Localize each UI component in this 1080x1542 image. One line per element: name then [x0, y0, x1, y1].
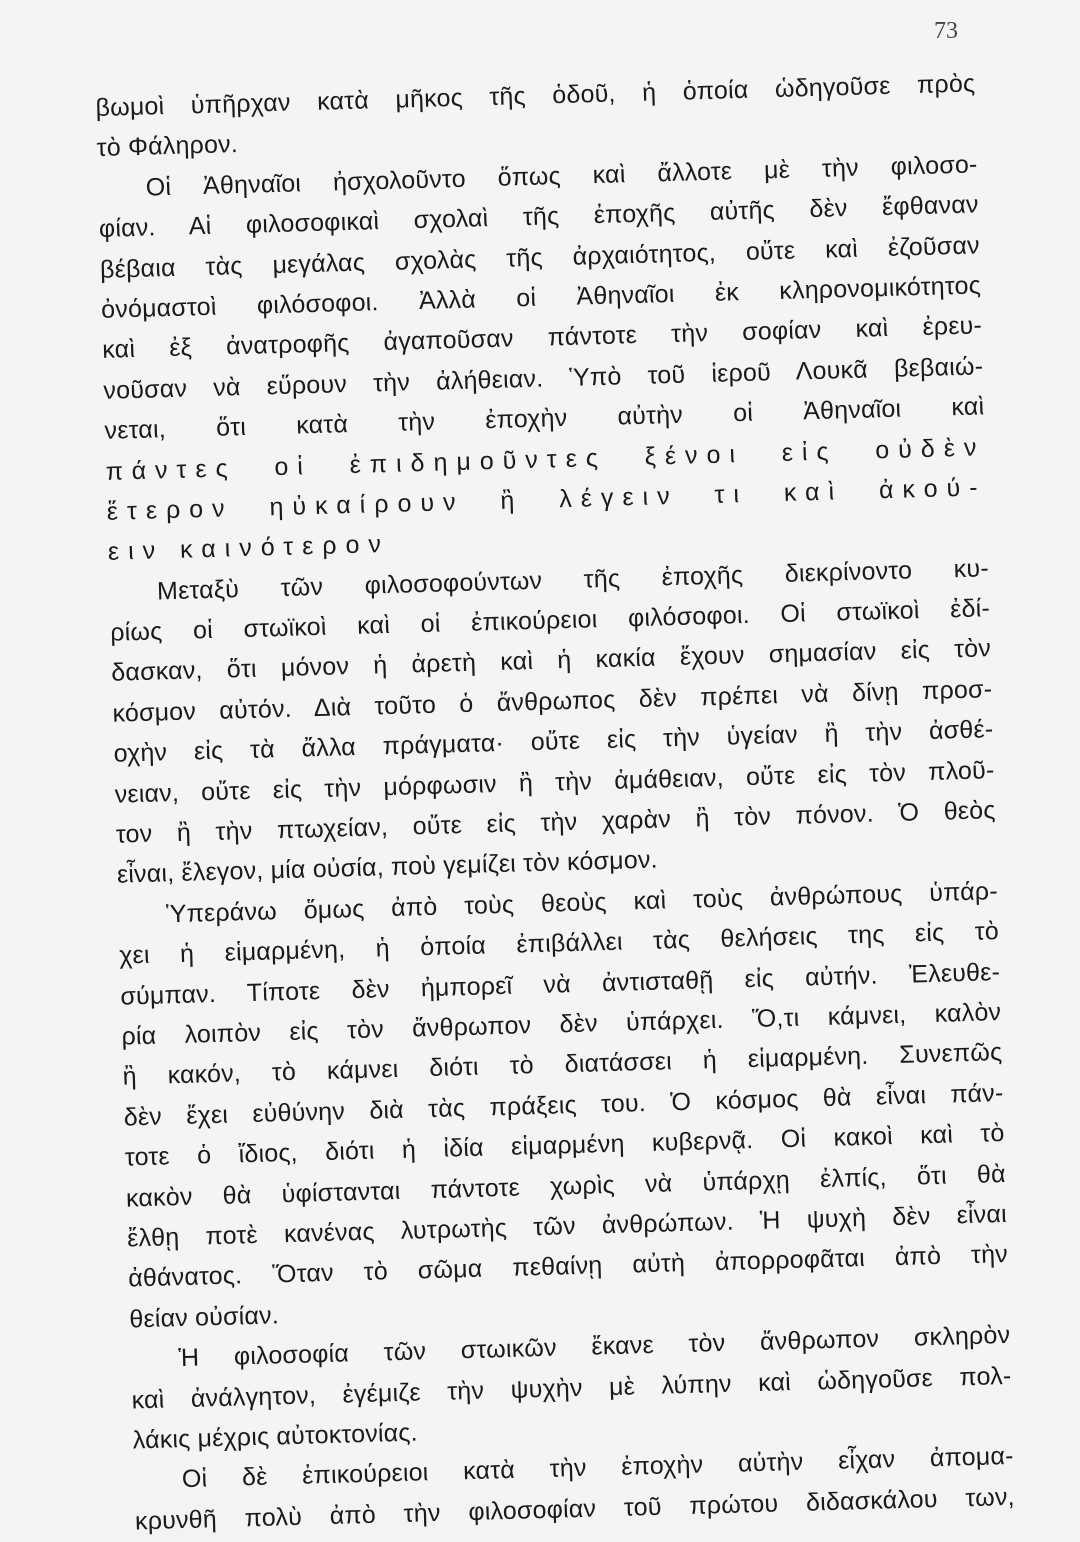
- text-line: Ὑπεράνω ὅμως ἀπὸ τοὺς θεοὺς καὶ τοὺς ἀνθρώπους ὑπάρ-: [165, 876, 999, 929]
- text-line: ρία λοιπὸν εἰς τὸν ἄνθρωπον δὲν ὑπάρχει. Ὅ,τι κάμνει, καλὸν: [121, 998, 1002, 1051]
- text-line: καὶ ἐξ ἀνατροφῆς ἀγαποῦσαν πάντοτε τὴν σοφίαν καὶ ἐρευ-: [101, 311, 983, 365]
- text-line: λάκις μέχρις αὐτοκτονίας.: [132, 1418, 419, 1455]
- text-line: δασκαν, ὅτι μόνον ἡ ἀρετὴ καὶ ἡ κακία ἔχουν σημασίαν εἰς τὸν: [110, 634, 992, 688]
- text-line: τοτε ὁ ἴδιος, διότι ἡ ἰδία εἱμαρμένη κυβερνᾷ. Οἱ κακοὶ καὶ τὸ: [124, 1119, 1005, 1172]
- text-line: οχὴν εἰς τὰ ἄλλα πράγματα· οὔτε εἰς τὴν ὑγείαν ἢ τὴν ἀσθέ-: [113, 715, 994, 768]
- text-line: κακὸν θὰ ὑφίστανται πάντοτε χωρὶς νὰ ὑπάρχῃ ἐλπίς, ὅτι θὰ: [125, 1159, 1007, 1213]
- text-line: Μεταξὺ τῶν φιλοσοφούντων τῆς ἐποχῆς διεκρίνοντο κυ-: [156, 553, 990, 606]
- text-line: κρυνθῆ πολὺ ἀπὸ τὴν φιλοσοφίαν τοῦ πρώτου διδασκάλου των,: [134, 1482, 1016, 1536]
- text-line: νεται, ὅτι κατὰ τὴν ἐποχὴν αὐτὴν οἱ Ἀθηναῖοι καὶ: [104, 392, 985, 445]
- text-line: ἔλθῃ ποτὲ κανένας λυτρωτὴς τῶν ἀνθρώπων. Ἡ ψυχὴ δὲν εἶναι: [126, 1199, 1008, 1253]
- text-line: πάντες οἱ ἐπιδημοῦντες ξένοι εἰς οὐδὲν: [105, 432, 986, 486]
- text-line: ἀθάνατος. Ὅταν τὸ σῶμα πεθαίνῃ αὐτὴ ἀπορροφᾶται ἀπὸ τὴν: [127, 1240, 1009, 1293]
- text-line: ειν καινότερον: [107, 530, 391, 567]
- text-line: νειαν, οὔτε εἰς τὴν μόρφωσιν ἢ τὴν ἀμάθειαν, οὔτε εἰς τὸν πλοῦ-: [114, 755, 995, 809]
- text-line: χει ἡ εἱμαρμένη, ἡ ὁποία ἐπιβάλλει τὰς θελήσεις της εἰς τὸ: [118, 917, 1000, 970]
- text-line: θείαν οὐσίαν.: [129, 1301, 280, 1334]
- text-line: Οἱ δὲ ἐπικούρειοι κατὰ τὴν ἐποχὴν αὐτὴν εἶχαν ἀπομα-: [181, 1442, 1014, 1494]
- text-line: εἶναι, ἔλεγον, μία οὐσία, ποὺ γεμίζει τὸν κόσμον.: [116, 846, 659, 890]
- text-line: Ἡ φιλοσοφία τῶν στωικῶν ἔκανε τὸν ἄνθρωπον σκληρὸν: [178, 1321, 1011, 1373]
- body-text: [95, 63, 1015, 1541]
- text-line: καὶ ἀνάλγητον, ἐγέμιζε τὴν ψυχὴν μὲ λύπην καὶ ὡδηγοῦσε πολ-: [131, 1361, 1012, 1414]
- text-line: κόσμον αὐτόν. Διὰ τοῦτο ὁ ἄνθρωπος δὲν πρέπει νὰ δίνῃ προσ-: [112, 675, 993, 728]
- text-line: Οἱ Ἀθηναῖοι ἠσχολοῦντο ὅπως καὶ ἄλλοτε μὲ τὴν φιλοσο-: [145, 150, 978, 202]
- text-line: βέβαια τὰς μεγάλας σχολὰς τῆς ἀρχαιότητος, οὔτε καὶ ἐζοῦσαν: [99, 230, 981, 284]
- text-line: ρίως οἱ στωϊκοὶ καὶ οἱ ἐπικούρειοι φιλόσοφοι. Οἱ στωϊκοὶ ἐδί-: [109, 594, 991, 647]
- text-line: φίαν. Αἱ φιλοσοφικαὶ σχολαὶ τῆς ἐποχῆς αὐτῆς δὲν ἔφθαναν: [98, 190, 979, 244]
- text-line: ἕτερον ηὐκαίρουν ἢ λέγειν τι καὶ ἀκού-: [106, 473, 987, 526]
- text-line: ὀνόμαστοὶ φιλόσοφοι. Ἀλλὰ οἱ Ἀθηναῖοι ἐκ κληρονομικότητος: [100, 271, 982, 324]
- text-line: δὲν ἔχει εὐθύνην διὰ τὰς πράξεις του. Ὁ κόσμος θὰ εἶναι πάν-: [123, 1078, 1004, 1132]
- text-line: τὸ Φάληρον.: [96, 130, 239, 163]
- text-line: σύμπαν. Τίποτε δὲν ἠμπορεῖ νὰ ἀντισταθῇ εἰς αὐτήν. Ἐλευθε-: [119, 957, 1001, 1011]
- text-line: βωμοὶ ὑπῆρχαν κατὰ μῆκος τῆς ὁδοῦ, ἡ ὁποία ὡδηγοῦσε πρὸς: [95, 69, 976, 122]
- page-number: 73: [934, 18, 958, 44]
- text-line: τον ἢ τὴν πτωχείαν, οὔτε εἰς τὴν χαρὰν ἢ τὸν πόνον. Ὁ θεὸς: [115, 796, 996, 849]
- text-line: νοῦσαν νὰ εὕρουν τὴν ἀλήθειαν. Ὑπὸ τοῦ ἱεροῦ Λουκᾶ βεβαιώ-: [103, 352, 984, 405]
- text-line: ἢ κακόν, τὸ κάμνει διότι τὸ διατάσσει ἡ εἱμαρμένη. Συνεπῶς: [122, 1038, 1003, 1091]
